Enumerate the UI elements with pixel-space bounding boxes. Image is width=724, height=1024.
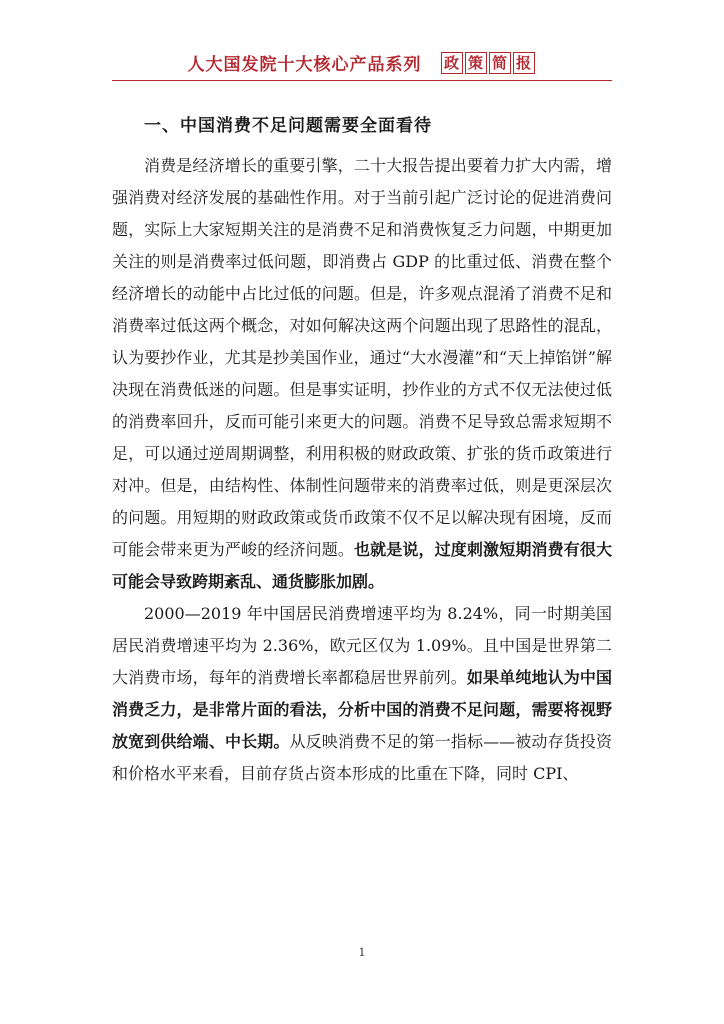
- header-box-zheng: 政: [441, 52, 463, 74]
- paragraph-1: [112, 150, 612, 598]
- paragraph-2: [112, 598, 612, 790]
- document-body: [112, 110, 612, 790]
- document-header: [0, 50, 724, 82]
- header-box-ce: 策: [465, 52, 487, 74]
- header-box-bao: 报: [513, 52, 535, 74]
- paragraph-2-text-b: 从反映消费不足的第一指标——被动存货投资和价格水平来看，目前存货占资本形成的比重在下降，同时 CPI、: [112, 732, 612, 783]
- paragraph-1-text: 消费是经济增长的重要引擎，二十大报告提出要着力扩大内需，增强消费对经济发展的基础性作用。对于当前引起广泛讨论的促进消费问题，实际上大家短期关注的是消费不足和消费恢复乏力问题，中期更加关注的则是消费率过低问题，即消费占 GDP 的比重过低、消费在整个经济增长的动能中占比过低的问题。但是，许多观点混淆了消费不足和消费率过低这两个概念，对如何解决这两个问题出现了思路性的混乱，认为要抄作业，尤其是抄美国作业，通过“大水漫灌”和“天上掉馅饼”解决现在消费低迷的问题。但是事实证明，抄作业的方式不仅无法使过低的消费率回升，反而可能引来更大的问题。消费不足导致总需求短期不足，可以通过逆周期调整，利用积极的财政政策、扩张的货币政策进行对冲。但是，由结构性、体制性问题带来的消费率过低，则是更深层次的问题。用短期的财政政策或货币政策不仅不足以解决现有困境，反而可能会带来更为严峻的经济问题。: [112, 156, 612, 559]
- paragraph-2-text-a: 2000—2019 年中国居民消费增速平均为 8.24%，同一时期美国居民消费增速平均为 2.36%，欧元区仅为 1.09%。且中国是世界第二大消费市场，每年的消费增长率都稳居世界前列。: [112, 604, 612, 687]
- section-heading: 一、中国消费不足问题需要全面看待: [144, 116, 432, 136]
- header-box-jian: 简: [489, 52, 511, 74]
- paragraph-2-bold: 如果单纯地认为中国消费乏力，是非常片面的看法，分析中国的消费不足问题，需要将视野放宽到供给端、中长期。: [112, 668, 612, 751]
- header-boxes: [441, 52, 537, 74]
- paragraph-1-bold: 也就是说，过度刺激短期消费有很大可能会导致跨期紊乱、通货膨胀加剧。: [112, 540, 612, 591]
- header-title: 人大国发院十大核心产品系列: [187, 55, 422, 75]
- header-divider: [112, 80, 612, 81]
- page-number: 1: [358, 946, 366, 959]
